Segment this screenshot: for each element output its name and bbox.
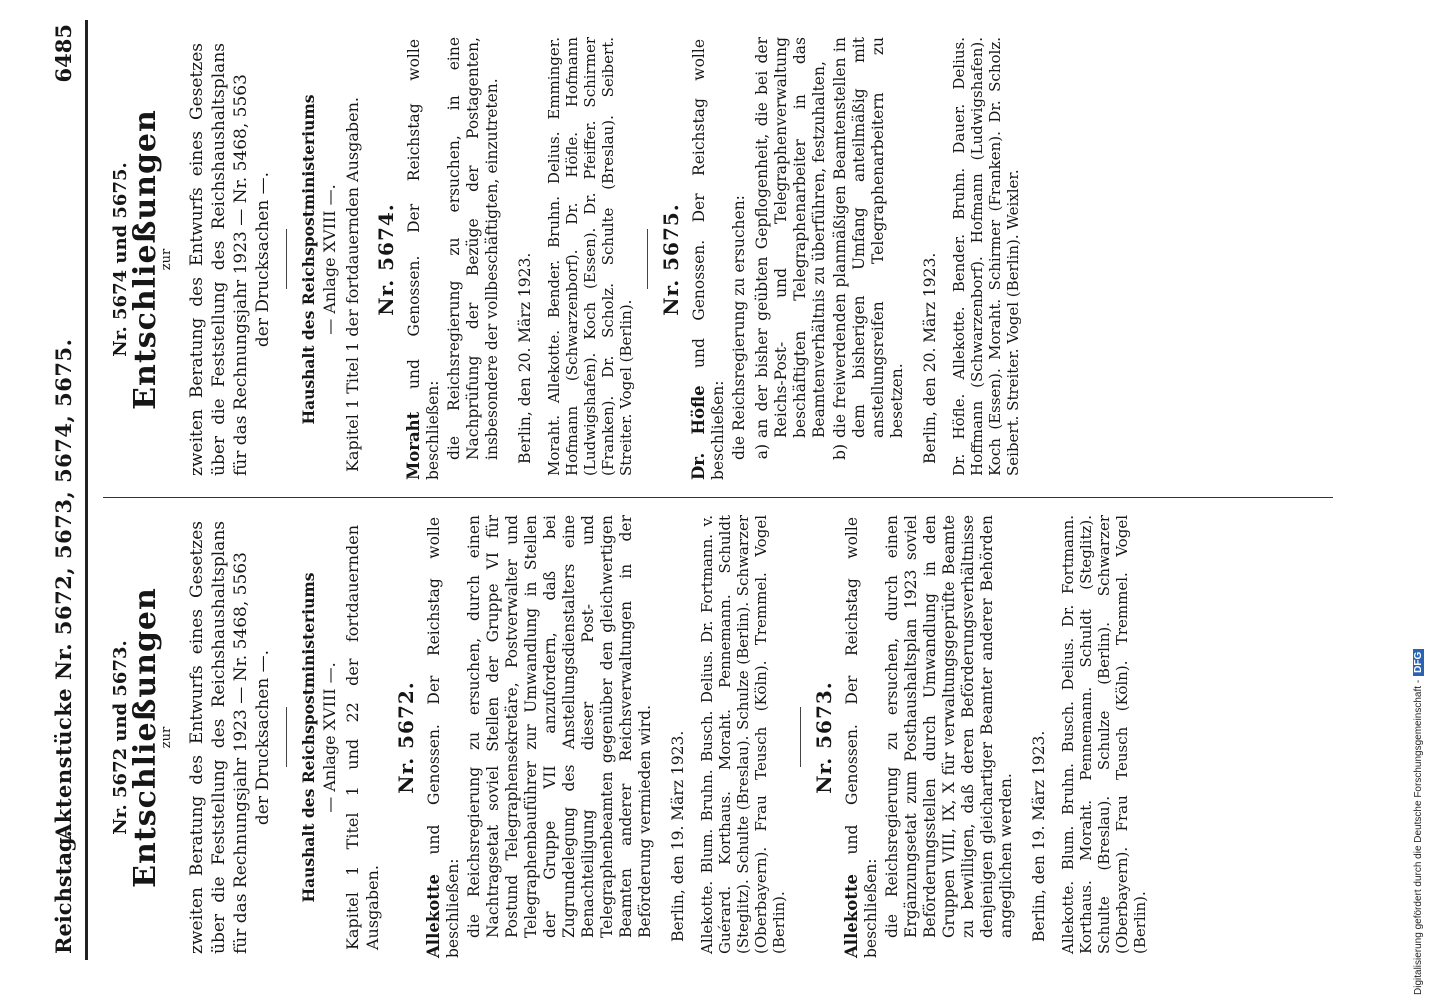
motion-lead: Allekotte (424, 873, 443, 958)
nr-heading: Nr. 5675. (659, 203, 683, 316)
intro-last: der Drucksachen —. (253, 171, 273, 348)
intro-text (186, 43, 274, 476)
list-item (753, 37, 829, 472)
column-divider (103, 497, 1333, 498)
motion-rest: und Genossen. Der Reichstag wolle beschließen: (405, 39, 442, 480)
resolution-number: Nr. 5674 und 5675. (110, 162, 131, 357)
haushalt-heading: Haushalt des Reichspostministeriums (299, 94, 318, 425)
motion-line (424, 517, 463, 958)
intro-last: der Drucksachen —. (253, 649, 273, 826)
motion-body: die Reichsregierung zu ersuchen, durch einen Nachtragsetat soviel Stellen der Gruppe VI für Postund Telegraphensekretäre, Postverwalter und Telegraphenbauführer zur Umwandlung in Stellen der Gruppe VII anzufordern, daß bei Zugrundelegung des Anstellungsdienstalters eine Benachteiligung dieser Post- und Telegraphenbeamten gegenüber den gleichwertigen Beamten anderer Reichsverwaltungen in der Beförderung vermieden wird. (465, 515, 654, 938)
list-item (831, 37, 907, 472)
intro-body: zweiten Beratung des Entwurfs eines Gesetzes über die Feststellung des Reichshaushaltsplans für das Rechnungsjahr 1923 — Nr. 5468, 5563 (187, 521, 251, 954)
signers-list: Allekotte. Blum. Bruhn. Busch. Delius. Dr. Fortmann. Korthaus. Moraht. Pennemann. Schuldt (Steglitz). Schulte (Breslau). Schulze (Berlin). Schwarzer (Oberbayern). Frau Teusch (Köln). Tremmel. Vogel (Berlin). (1059, 515, 1149, 954)
zur-label: zur (159, 726, 174, 749)
separator (800, 708, 801, 768)
digitization-text: Digitalisierung gefördert durch die Deutsche Forschungsgemeinschaft - (1413, 679, 1424, 995)
page-number: 6485 (51, 24, 76, 83)
resolution-title: Entschließungen (128, 109, 163, 410)
page-header (45, 20, 88, 960)
left-column (103, 515, 1333, 960)
intro-text (186, 521, 274, 954)
separator (286, 230, 287, 290)
nr-heading: Nr. 5672. (394, 681, 418, 794)
header-title: Aktenstücke Nr. 5672, 5673, 5674, 5675. (51, 338, 76, 840)
motion-lead: Dr. Höfle (689, 385, 708, 480)
item-text: die freiwerdenden planmäßigen Beamtenstellen in dem bisherigen Umfang anteilmäßig mit anstellungsreifen Telegraphenarbeitern zu besetzen. (831, 37, 906, 438)
intro-body: zweiten Beratung des Entwurfs eines Gesetzes über die Feststellung des Reichshaushaltsplans für das Rechnungsjahr 1923 — Nr. 5468, 5563 (187, 43, 251, 476)
dateline: Berlin, den 19. März 1923. (1030, 730, 1048, 942)
motion-body: die Reichsregierung zu ersuchen, in eine Nachprüfung der Bezüge der Postagenten, insbesondere der vollbeschäftigten, einzutreten. (445, 37, 501, 460)
nr-heading: Nr. 5673. (812, 681, 836, 794)
item-label: b) (831, 444, 849, 460)
dateline: Berlin, den 19. März 1923. (669, 730, 687, 942)
motion-body: die Reichsregierung zu ersuchen: (730, 195, 748, 460)
motion-lead: Allekotte (842, 873, 861, 958)
motion-rest: und Genossen. Der Reichstag wolle beschließen: (690, 39, 727, 480)
anlage-label: — Anlage XVIII —. (320, 662, 339, 813)
rotated-page (45, 20, 1335, 960)
motion-lead: Moraht (404, 411, 423, 480)
header-left: Reichstag. (51, 830, 76, 954)
dfg-badge: DFG (1413, 649, 1424, 676)
nr-heading: Nr. 5674. (374, 203, 398, 316)
dateline: Berlin, den 20. März 1923. (516, 252, 534, 464)
separator (647, 230, 648, 290)
kapitel-text: Kapitel 1 Titel 1 der fortdauernden Ausgaben. (343, 96, 362, 472)
signers-list: Allekotte. Blum. Bruhn. Busch. Delius. Dr. Fortmann. v. Guérard. Korthaus. Moraht. Pennemann. Schuldt (Steglitz). Schulte (Breslau). Schulze (Berlin). Schwarzer (Oberbayern). Frau Teusch (Köln). Tremmel. Vogel (Berlin). (698, 515, 788, 954)
motion-line (689, 39, 728, 480)
motion-rest: und Genossen. Der Reichstag wolle beschließen: (425, 517, 462, 958)
zur-label: zur (159, 248, 174, 271)
item-list (753, 37, 907, 472)
resolution-number: Nr. 5672 und 5673. (110, 640, 131, 835)
dateline: Berlin, den 20. März 1923. (921, 252, 939, 464)
haushalt-heading: Haushalt des Reichspostministeriums (299, 572, 318, 903)
separator (286, 708, 287, 768)
resolution-title: Entschließungen (128, 587, 163, 888)
signers-list: Moraht. Allekotte. Bender. Bruhn. Delius. Emminger. Hofmann (Schwarzenborf). Dr. Höfle. Hofmann (Ludwigshafen). Koch (Essen). Dr. Pfeiffer. Schirmer (Franken). Dr. Scholz. Schulte (Breslau). Seibert. Streiter. Vogel (Berlin). (545, 37, 635, 476)
item-label: a) (753, 444, 771, 460)
right-column (103, 37, 1333, 482)
kapitel-text: Kapitel 1 Titel 1 und 22 der fortdauernden Ausgaben. (343, 525, 382, 950)
motion-body: die Reichsregierung zu ersuchen, durch einen Ergänzungsetat zum Posthaushaltsplan 1923 soviel Beförderungsstellen durch Umwandlung in den Gruppen VIII, IX, X für verwaltungsgeprüfte Beamte zu bewilligen, daß deren Beförderungsverhältnisse denjenigen gleichartiger Beamter anderer Behörden angeglichen werden. (883, 515, 1015, 938)
motion-line (842, 517, 881, 958)
digitization-note (1413, 5, 1424, 995)
motion-rest: und Genossen. Der Reichstag wolle beschließen: (843, 517, 880, 958)
signers-list: Dr. Höfle. Allekotte. Bender. Bruhn. Dauer. Delius. Hoffmann (Schwarzenborf). Hofmann (Ludwigshafen). Koch (Essen). Moraht. Schirmer (Franken). Dr. Scholz. Seibert. Streiter. Vogel (Berlin). Weixler. (950, 37, 1022, 476)
motion-line (404, 39, 443, 480)
item-text: an der bisher geübten Gepflogenheit, die bei der Reichs-Post- und Telegraphenverwaltung beschäftigten Telegraphenarbeiter in das Beamtenverhältnis zu überführen, festzuhalten, (753, 37, 828, 438)
anlage-label: — Anlage XVIII —. (320, 184, 339, 335)
